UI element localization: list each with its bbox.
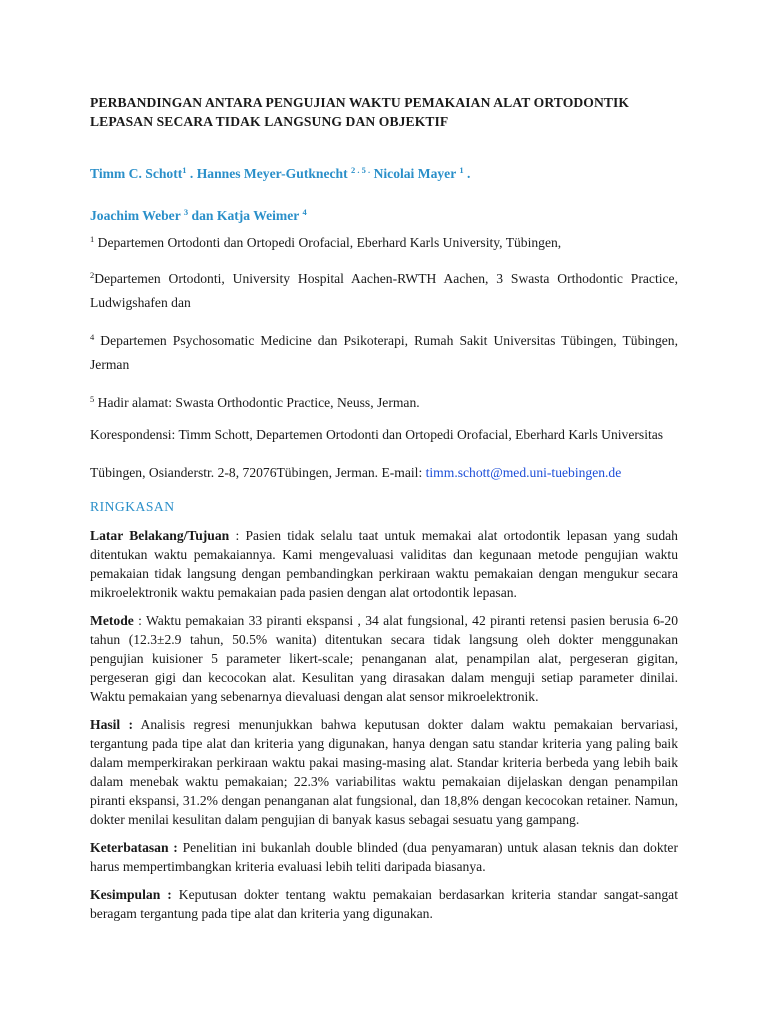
correspondence-line-1: Korespondensi: Timm Schott, Departemen Ortodonti dan Ortopedi Orofacial, Eberhard Karls Universitas xyxy=(90,427,664,442)
author-meyer-gutknecht: Hannes Meyer-Gutknecht xyxy=(196,166,348,181)
method-text: : Waktu pemakaian 33 piranti ekspansi , 34 alat fungsional, 42 piranti retensi pasien berusia 6-20 tahun (12.3±2.9 tahun, 50.5% wanita) ditentukan secara tidak langsung oleh dokter menggunakan pengujian kuisioner 5 parameter likert-scale; penanganan alat, penampilan alat, pergeseran gigitan, pergeseran gigi dan kecocokan alat. Kesulitan yang dirasakan dalam menguji setiap parameter dinilai. Waktu pemakaian yang sebenarnya dievaluasi dengan alat sensor mikroelektronik. xyxy=(90,613,678,704)
affiliation-2-text: Departemen Ortodonti, University Hospital Aachen-RWTH Aachen, 3 Swasta Orthodontic Practice, Ludwigshafen dan xyxy=(90,271,678,310)
section-limitation xyxy=(90,838,678,876)
affiliation-2 xyxy=(90,263,678,315)
email-link[interactable]: timm.schott@med.uni-tuebingen.de xyxy=(425,465,622,480)
affiliation-1-text: Departemen Ortodonti dan Ortopedi Orofacial, Eberhard Karls University, Tübingen, xyxy=(94,235,562,250)
affiliation-4 xyxy=(90,325,678,377)
conclusion-label: Kesimpulan : xyxy=(90,887,172,902)
author-line-1 xyxy=(90,161,678,183)
author-weber: Joachim Weber xyxy=(90,208,181,223)
title-line-2: LEPASAN SECARA TIDAK LANGSUNG DAN OBJEKTIF xyxy=(90,114,449,129)
title-line-1: PERBANDINGAN ANTARA PENGUJIAN WAKTU PEMAKAIAN ALAT ORTODONTIK xyxy=(90,95,630,110)
conclusion-text: Keputusan dokter tentang waktu pemakaian berdasarkan kriteria standar sangat-sangat beragam tergantung pada tipe alat dan kriteria yang digunakan. xyxy=(90,887,678,921)
author-mayer: Nicolai Mayer xyxy=(373,166,456,181)
limitation-label: Keterbatasan : xyxy=(90,840,178,855)
section-method xyxy=(90,611,678,706)
result-label: Hasil : xyxy=(90,717,133,732)
background-label: Latar Belakang/Tujuan xyxy=(90,528,230,543)
author-line-2 xyxy=(90,203,678,225)
author-schott-sup: 1 xyxy=(182,165,187,175)
author-separator: . xyxy=(186,166,197,181)
background-text: : Pasien tidak selalu taat untuk memakai alat ortodontik lepasan yang sudah ditentukan waktu pemakaiannya. Kami mengevaluasi validitas dan kegunaan metode pengujian waktu pemakaian tidak langsung dengan pembandingkan perkiraan waktu pemakaian dengan mengukur secara mikroelektronik waktu pemakaian pada pasien dengan alat ortodontik lepasan. xyxy=(90,528,678,600)
author-weimer-sup: 4 xyxy=(302,207,307,217)
method-label: Metode xyxy=(90,613,134,628)
author-meyer-gutknecht-sup: 2 . 5 . xyxy=(351,165,371,175)
limitation-text: Penelitian ini bukanlah double blinded (dua penyamaran) untuk alasan teknis dan dokter harus mempertimbangkan kriteria evaluasi lebih teliti daripada biasanya. xyxy=(90,840,678,874)
section-result xyxy=(90,715,678,829)
section-conclusion xyxy=(90,885,678,923)
author-schott: Timm C. Schott xyxy=(90,166,183,181)
summary-heading: RINGKASAN xyxy=(90,499,175,514)
affiliation-4-text: Departemen Psychosomatic Medicine dan Psikoterapi, Rumah Sakit Universitas Tübingen, Tübingen, Jerman xyxy=(90,333,678,372)
author-weber-sup: 3 xyxy=(183,207,189,217)
affiliation-5-sup: 5 xyxy=(90,394,95,404)
affiliation-4-sup: 4 xyxy=(90,332,95,342)
result-text: Analisis regresi menunjukkan bahwa keputusan dokter dalam waktu pemakaian bervariasi, tergantung pada tipe alat dan kriteria yang digunakan, hanya dengan satu standar kriteria yang paling baik dalam memperkirakan perkiraan waktu pakai masing-masing alat. Standar kriteria berbeda yang lebih baik dalam menebak waktu pemakaian; 22.3% variabilitas waktu pemakaian dijelaskan dengan penampilan piranti ekspansi, 31.2% dengan penanganan alat fungsional, dan 18,8% dengan kecocokan retainer. Namun, dokter menilai kesulitan dalam pengujian di banyak kasus sebagai sesuatu yang gampang. xyxy=(90,717,678,827)
section-background xyxy=(90,526,678,602)
author-weimer: Katja Weimer xyxy=(216,208,300,223)
author-separator: . xyxy=(463,166,471,181)
affiliation-2-sup: 2 xyxy=(90,270,95,280)
paper-title xyxy=(90,93,678,131)
affiliation-1 xyxy=(90,227,678,255)
affiliation-5-text: Hadir alamat: Swasta Orthodontic Practice, Neuss, Jerman. xyxy=(94,395,420,410)
author-mayer-sup: 1 xyxy=(459,165,464,175)
author-conjunction: dan xyxy=(188,208,217,223)
affiliation-5 xyxy=(90,387,678,415)
affiliation-1-sup: 1 xyxy=(90,234,95,244)
correspondence-line-2 xyxy=(90,461,678,485)
correspondence-address: Tübingen, Osianderstr. 2-8, 72076Tübingen, Jerman. E-mail: xyxy=(90,465,426,480)
